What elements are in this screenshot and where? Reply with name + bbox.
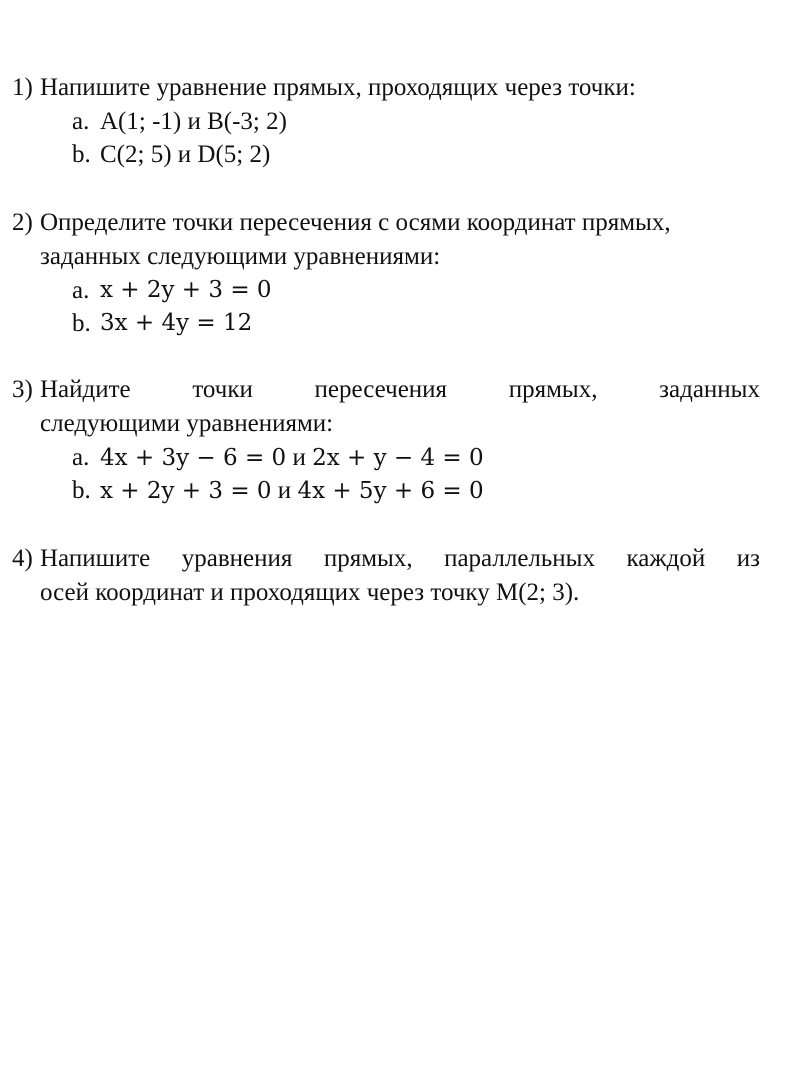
word: прямых, [323, 545, 413, 572]
task-4-text-line-1 [40, 542, 760, 576]
item-letter: b. [72, 141, 91, 168]
equation: 4x + 3y − 6 = 0 [100, 445, 287, 471]
equation: x + 2y + 3 = 0 [100, 277, 272, 303]
task-2-item-a [12, 274, 760, 307]
task-2-number: 2) [12, 209, 33, 236]
item-letter: b. [72, 310, 91, 337]
task-1-number: 1) [12, 74, 33, 101]
item-letter: b. [72, 477, 91, 504]
word: пересечения [314, 376, 448, 403]
word: из [736, 545, 760, 572]
item-letter: a. [72, 277, 90, 304]
word: точки [192, 376, 253, 403]
task-2 [12, 206, 760, 340]
task-2-item-b [12, 307, 760, 340]
item-text: C(2; 5) и D(5; 2) [100, 141, 271, 168]
word: параллельных [444, 545, 595, 572]
task-1 [12, 71, 760, 171]
task-2-text-line-2: заданных следующими уравнениями: [40, 243, 441, 270]
task-1-item-a [12, 105, 760, 138]
item-letter: a. [72, 444, 90, 471]
task-3-text-line-1 [40, 373, 760, 407]
word: каждой [626, 545, 706, 572]
task-4-number: 4) [12, 545, 33, 572]
task-1-item-b [12, 138, 760, 171]
word: прямых, [508, 376, 598, 403]
task-3-text-line-2: следующими уравнениями: [40, 410, 334, 437]
task-1-text: Напишите уравнение прямых, проходящих через точки: [40, 74, 636, 101]
task-3-item-a [12, 441, 760, 474]
equation: 3x + 4y = 12 [100, 310, 253, 336]
word: заданных [659, 376, 760, 403]
equation: x + 2y + 3 = 0 [100, 478, 272, 504]
task-4-text-line-2: осей координат и проходящих через точку M(2; 3). [40, 579, 580, 606]
word: уравнения [181, 545, 293, 572]
task-2-text-line-1: Определите точки пересечения с осями координат прямых, [40, 209, 671, 236]
task-3 [12, 373, 760, 507]
item-text: A(1; -1) и B(-3; 2) [100, 108, 287, 135]
equation: 4x + 5y + 6 = 0 [297, 478, 484, 504]
task-3-item-b [12, 474, 760, 507]
conjunction: и [292, 444, 306, 471]
task-4 [12, 542, 760, 610]
word: Найдите [40, 376, 131, 403]
item-letter: a. [72, 108, 90, 135]
task-3-number: 3) [12, 376, 33, 403]
word: Напишите [40, 545, 151, 572]
equation: 2x + y − 4 = 0 [312, 445, 484, 471]
conjunction: и [277, 477, 292, 504]
